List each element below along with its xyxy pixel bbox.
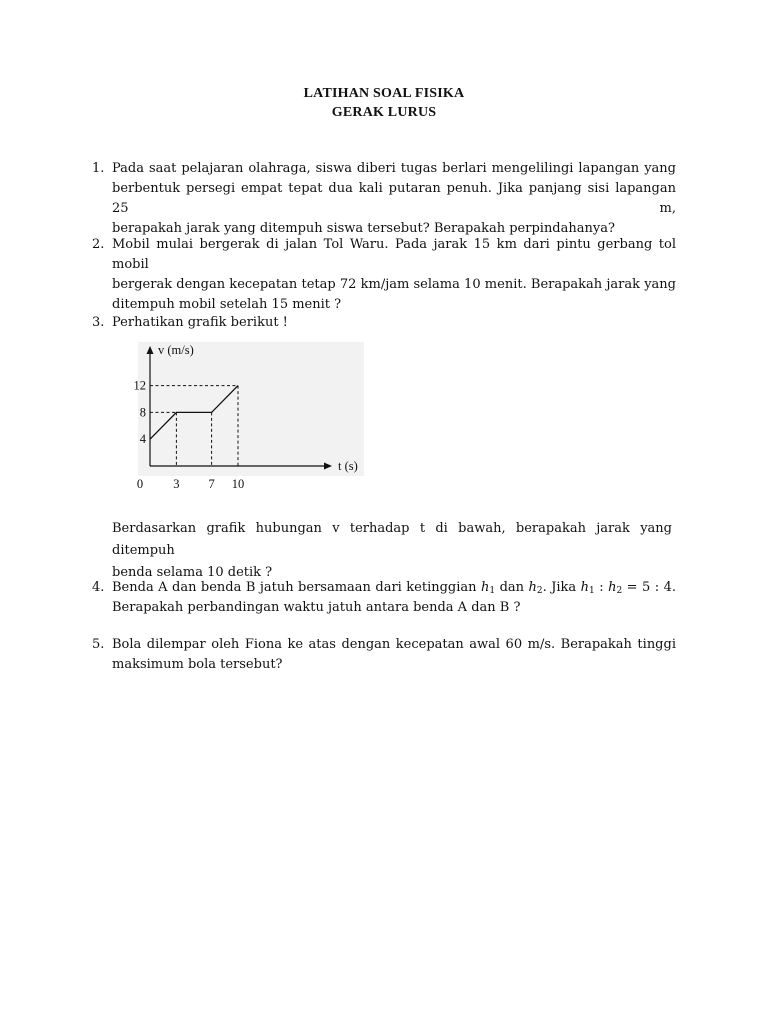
page-subtitle: GERAK LURUS [331,105,437,120]
question-3 [92,313,676,333]
x-tick-label: 0 [136,477,144,491]
h-symbol: h [528,580,537,595]
question-intro: Perhatikan grafik berikut ! [112,315,288,330]
question-line: bergerak dengan kecepatan tetap 72 km/jam selama 10 menit. Berapakah jarak yang [112,277,676,292]
subscript: 1 [489,586,496,596]
subscript: 2 [616,586,623,596]
question-line: Pada saat pelajaran olahraga, siswa diberi tugas berlari mengelilingi lapangan yang [112,161,676,176]
question-line: berapakah jarak yang ditempuh siswa tersebut? Berapakah perpindahanya? [112,221,615,236]
text-part: = 5 : 4. [622,580,676,595]
x-tick-label: 10 [231,477,245,491]
question-line: Berapakah perbandingan waktu jatuh antara benda A dan B ? [112,600,521,615]
question-4 [92,578,676,618]
question-number: 5. [92,637,105,652]
y-tick-label: 12 [133,378,146,393]
chart-svg [116,338,368,498]
x-tick-label: 3 [173,477,180,491]
question-line: Bola dilempar oleh Fiona ke atas dengan kecepatan awal 60 m/s. Berapakah tinggi [112,637,676,652]
question-number: 4. [92,580,105,595]
question-5 [92,635,676,675]
question-number: 3. [92,315,105,330]
question-line: Mobil mulai bergerak di jalan Tol Waru. Pada jarak 15 km dari pintu gerbang tol mobil [112,237,676,272]
h-symbol: h [608,580,617,595]
question-number: 1. [92,161,105,176]
velocity-time-chart [116,338,368,498]
text-part: Benda A dan benda B jatuh bersamaan dari ketinggian [112,580,481,595]
question-line: berbentuk persegi empat tepat dua kali putaran penuh. Jika panjang sisi lapangan 25 m, [112,181,676,216]
y-axis-label: v (m/s) [158,343,194,357]
page-title: LATIHAN SOAL FISIKA [303,86,465,101]
text-part: dan [495,580,529,595]
question-1 [92,159,676,239]
y-tick-label: 4 [139,432,146,447]
question-line: ditempuh mobil setelah 15 menit ? [112,297,342,312]
question-2 [92,235,676,315]
question-line-ratio [112,578,676,598]
subscript: 2 [536,586,543,596]
x-tick-label: 7 [208,477,215,491]
question-line: Berdasarkan grafik hubungan v terhadap t di bawah, berapakah jarak yang ditempuh [112,521,672,558]
h-symbol: h [481,580,490,595]
x-axis-label: t (s) [338,459,358,473]
text-part: : [594,580,609,595]
y-tick-label: 8 [139,405,146,420]
h-symbol: h [580,580,590,595]
question-line: benda selama 10 detik ? [112,565,273,580]
question-3-followup [112,518,672,584]
text-part: . Jika [542,580,581,595]
question-number: 2. [92,237,105,252]
question-line: maksimum bola tersebut? [112,657,283,672]
subscript: 1 [589,586,595,596]
chart-background [138,342,364,476]
